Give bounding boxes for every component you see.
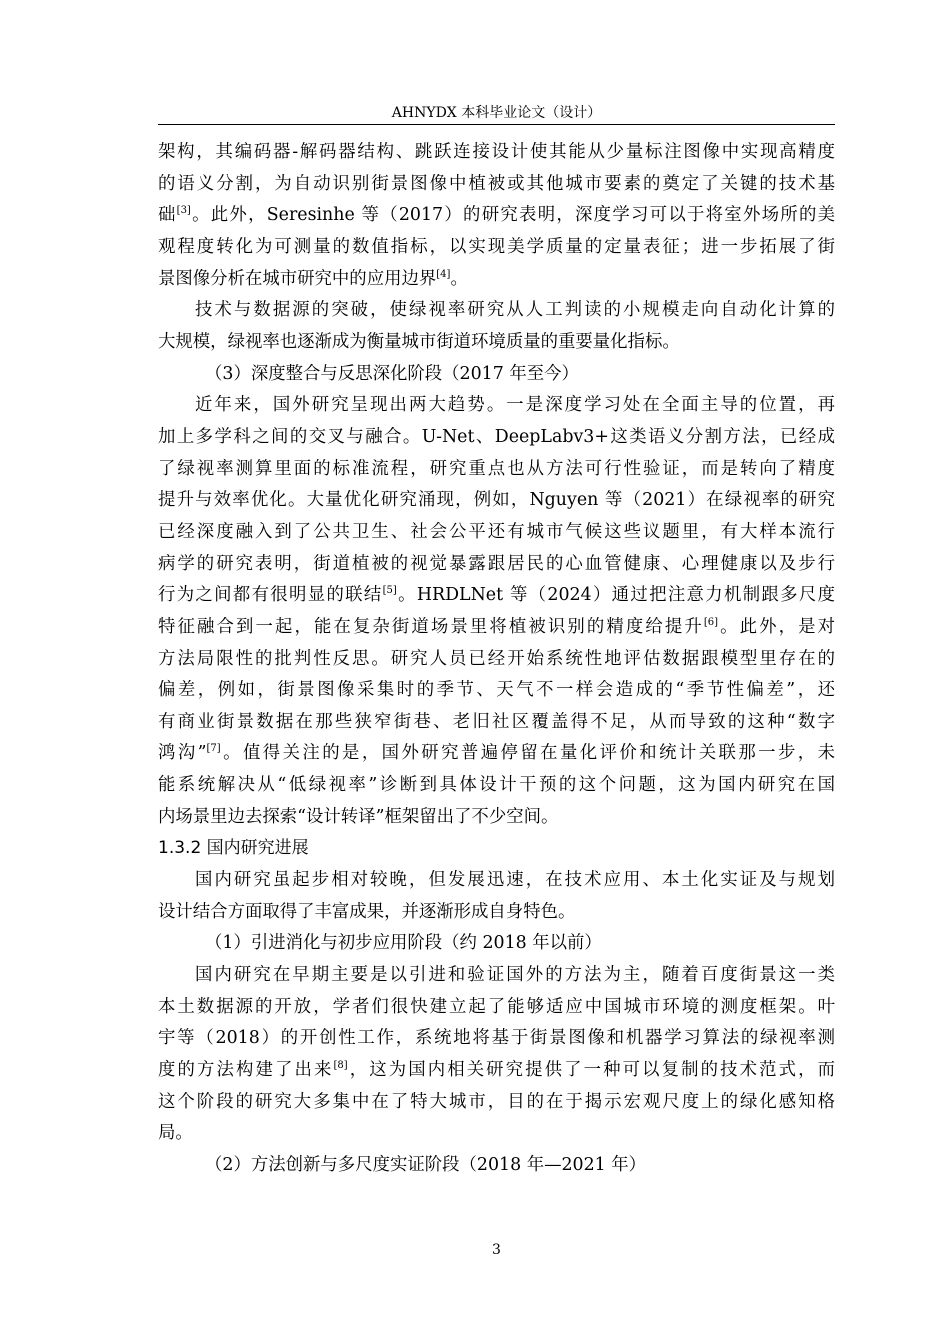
line-text: 能系统解决从“低绿视率”诊断到具体设计干预的这个问题，这为国内研究在国	[158, 775, 835, 796]
text-line	[158, 707, 835, 739]
text-line	[158, 1150, 835, 1182]
line-text: 这个阶段的研究大多集中在了特大城市，目的在于揭示宏观尺度上的绿化感知格	[158, 1091, 835, 1112]
citation-ref: [5]	[382, 585, 397, 597]
text-line	[158, 200, 835, 232]
text-line	[158, 992, 835, 1024]
line-text: 架构，其编码器-解码器结构、跳跃连接设计使其能从少量标注图像中实现高精度	[158, 142, 835, 162]
citation-ref: [6]	[703, 616, 719, 628]
text-line	[158, 422, 835, 454]
line-text: 方法局限性的批判性反思。研究人员已经开始系统性地评估数据跟模型里存在的	[158, 648, 835, 669]
line-text: 局。	[158, 1123, 193, 1144]
text-line	[158, 612, 835, 644]
line-text: 技术与数据源的突破，使绿视率研究从人工判读的小规模走向自动化计算的	[195, 300, 835, 321]
line-text: 加上多学科之间的交叉与融合。U-Net、DeepLabv3+这类语义分割方法，已经成	[158, 426, 835, 447]
running-header: AHNYDX 本科毕业论文（设计）	[391, 105, 602, 121]
page-number: 3	[492, 1242, 501, 1258]
line-text: 国内研究在早期主要是以引进和验证国外的方法为主，随着百度街景这一类	[195, 965, 835, 986]
body-text	[158, 137, 835, 1182]
line-text: 病学的研究表明，街道植被的视觉暴露跟居民的心血管健康、心理健康以及步行	[158, 553, 835, 574]
text-line	[158, 675, 835, 707]
line-text: 已经深度融入到了公共卫生、社会公平还有城市气候这些议题里，有大样本流行	[158, 521, 835, 542]
text-line	[158, 485, 835, 517]
line-text: 本土数据源的开放，学者们很快建立起了能够适应中国城市环境的测度框架。叶	[158, 996, 835, 1017]
line-text: 鸿沟”	[158, 743, 207, 764]
text-line	[158, 738, 835, 770]
text-line	[158, 232, 835, 264]
text-line	[158, 327, 835, 359]
line-text: （3）深度整合与反思深化阶段（2017 年至今）	[205, 363, 579, 384]
citation-ref: [4]	[436, 268, 451, 280]
line-text: 1.3.2 国内研究进展	[158, 838, 309, 859]
line-text: 观程度转化为可测量的数值指标，以实现美学质量的定量表征；进一步拓展了街	[158, 236, 835, 257]
text-line	[158, 1087, 835, 1119]
text-line	[158, 1055, 835, 1087]
line-text-tail: 。值得关注的是，国外研究普遍停留在量化评价和统计关联那一步，未	[220, 743, 835, 764]
line-text: 度的方法构建了出来	[158, 1060, 334, 1081]
line-text: 提升与效率优化。大量优化研究涌现，例如，Nguyen 等（2021）在绿视率的研究	[158, 490, 835, 511]
line-text: 的语义分割，为自动识别街景图像中植被或其他城市要素的奠定了关键的技术基	[158, 173, 835, 194]
line-text-tail: 。此外，是对	[718, 616, 835, 637]
line-text: （2）方法创新与多尺度实证阶段（2018 年—2021 年）	[205, 1155, 647, 1175]
line-text: 景图像分析在城市研究中的应用边界	[158, 268, 437, 289]
line-text: （1）引进消化与初步应用阶段（约 2018 年以前）	[205, 933, 602, 954]
line-text: 了绿视率测算里面的标准流程，研究重点也从方法可行性验证，而是转向了精度	[158, 458, 835, 479]
line-text: 偏差，例如，街景图像采集时的季节、天气不一样会造成的“季节性偏差”，还	[158, 680, 835, 701]
text-line	[158, 295, 835, 327]
section-heading	[158, 833, 835, 865]
text-line	[158, 169, 835, 201]
text-line	[158, 580, 835, 612]
text-line	[158, 802, 835, 834]
line-text-tail: 。	[450, 268, 468, 289]
text-line	[158, 137, 835, 169]
header-rule	[158, 124, 835, 125]
citation-ref: [8]	[333, 1060, 348, 1072]
line-text: 设计结合方面取得了丰富成果，并逐渐形成自身特色。	[158, 901, 576, 922]
text-line	[158, 960, 835, 992]
text-line	[158, 928, 835, 960]
text-line	[158, 264, 835, 296]
text-line	[158, 390, 835, 422]
line-text: 行为之间都有很明显的联结	[158, 585, 383, 606]
text-line	[158, 549, 835, 581]
line-text: 近年来，国外研究呈现出两大趋势。一是深度学习处在全面主导的位置，再	[195, 395, 835, 416]
line-text-tail: 。HRDLNet 等（2024）通过把注意力机制跟多尺度	[396, 585, 835, 606]
text-line	[158, 897, 835, 929]
text-line	[158, 644, 835, 676]
line-text-tail: ，这为国内相关研究提供了一种可以复制的技术范式，而	[347, 1060, 835, 1081]
citation-ref: [7]	[206, 743, 221, 755]
citation-ref: [3]	[176, 205, 191, 217]
line-text: 国内研究虽起步相对较晚，但发展迅速，在技术应用、本土化实证及与规划	[195, 870, 835, 891]
text-line	[158, 1023, 835, 1055]
line-text: 大规模，绿视率也逐渐成为衡量城市街道环境质量的重要量化指标。	[158, 331, 680, 352]
text-line	[158, 865, 835, 897]
line-text: 有商业街景数据在那些狭窄街巷、老旧社区覆盖得不足，从而导致的这种“数字	[158, 711, 835, 732]
text-line	[158, 770, 835, 802]
line-text: 础	[158, 205, 177, 226]
text-line	[158, 517, 835, 549]
line-text: 内场景里边去探索“设计转译”框架留出了不少空间。	[158, 806, 559, 827]
line-text: 宇等（2018）的开创性工作，系统地将基于街景图像和机器学习算法的绿视率测	[158, 1028, 835, 1049]
text-line	[158, 359, 835, 391]
text-line	[158, 454, 835, 486]
line-text: 特征融合到一起，能在复杂街道场景里将植被识别的精度给提升	[158, 616, 704, 637]
line-text-tail: 。此外，Seresinhe 等（2017）的研究表明，深度学习可以于将室外场所的美	[190, 205, 835, 226]
text-line	[158, 1118, 835, 1150]
